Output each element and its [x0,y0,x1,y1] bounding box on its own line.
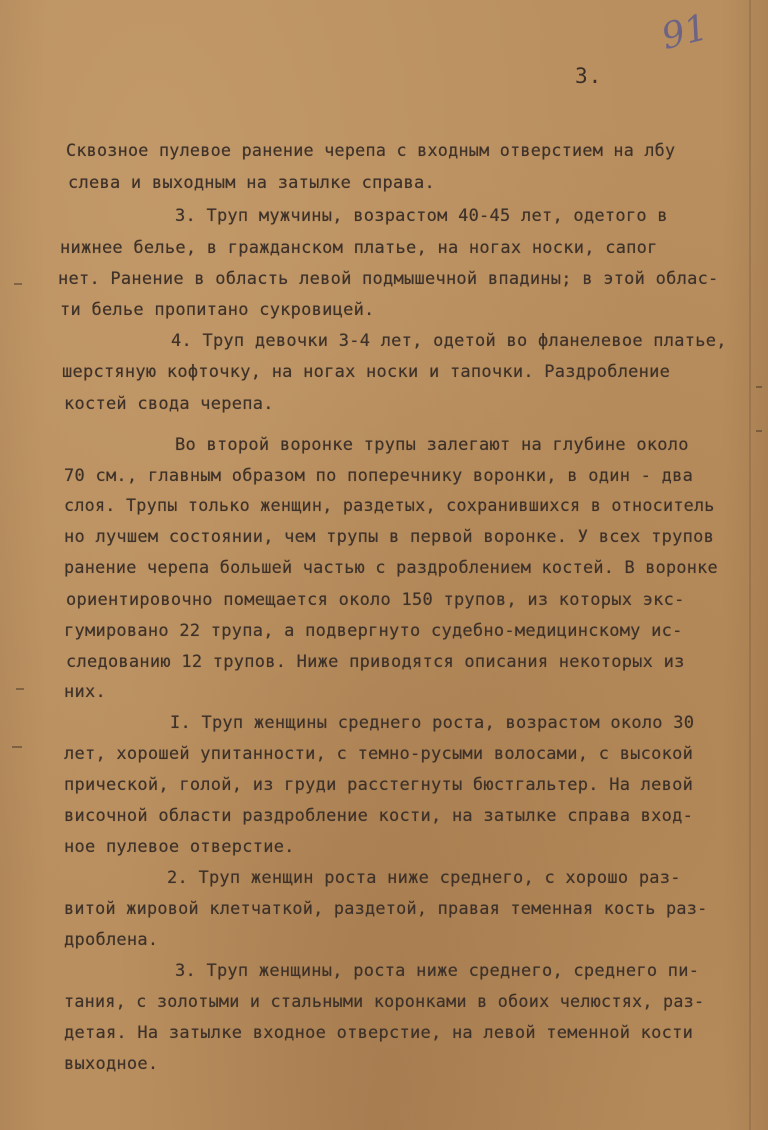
text-line: нет. Ранение в область левой подмышечной впадины; в этой облас- [58,269,719,289]
text-line: костей свода черепа. [64,394,274,414]
text-line: Сквозное пулевое ранение черепа с входным отверстием на лбу [66,141,676,161]
text-line: прической, голой, из груди расстегнуты бюстгальтер. На левой [64,775,694,795]
text-line: витой жировой клетчаткой, раздетой, правая теменная кость раз- [64,899,708,919]
page-edge-shadow [749,0,751,1130]
text-line: ориентировочно помещается около 150 трупов, из которых экс- [66,590,685,610]
text-line: слоя. Трупы только женщин, раздетых, сохранившихся в относитель [64,496,715,516]
text-line: 70 см., главным образом по поперечнику воронки, в один - два [64,466,694,486]
margin-mark [16,688,24,690]
text-line: ное пулевое отверстие. [64,837,295,857]
archive-folio-mark: 91 [657,7,713,58]
text-line: Во второй воронке трупы залегают на глубине около [175,435,689,455]
margin-mark [756,430,762,432]
text-line: 2. Труп женщин роста ниже среднего, с хорошо раз- [167,868,681,888]
text-line: тания, с золотыми и стальными коронками в обоих челюстях, раз- [64,992,705,1012]
text-line: них. [64,682,106,702]
text-line: 3. Труп женщины, роста ниже среднего, среднего пи- [175,961,700,981]
text-line: I. Труп женщины среднего роста, возрастом около 30 [170,713,695,733]
text-line: детая. На затылке входное отверстие, на левой теменной кости [64,1023,694,1043]
text-line: но лучшем состоянии, чем трупы в первой воронке. У всех трупов [64,527,715,547]
text-line: следованию 12 трупов. Ниже приводятся описания некоторых из [66,652,685,672]
margin-mark [756,386,762,388]
text-line: 4. Труп девочки 3-4 лет, одетой во фланелевое платье, [171,331,727,351]
text-line: выходное. [64,1054,159,1074]
margin-mark [12,746,22,748]
text-line: ранение черепа большей частью с раздроблением костей. В воронке [64,558,718,578]
text-line: гумировано 22 трупа, а подвергнуто судебно-медицинскому ис- [64,621,683,641]
margin-mark [14,283,22,285]
text-line: лет, хорошей упитанности, с темно-русыми волосами, с высокой [64,744,694,764]
text-line: слева и выходным на затылке справа. [68,173,435,193]
text-line: нижнее белье, в гражданском платье, на ногах носки, сапог [60,238,658,258]
page-number: 3. [575,64,603,88]
text-line: ти белье пропитано сукровицей. [60,300,375,320]
text-line: височной области раздробление кости, на затылке справа вход- [64,806,694,826]
text-line: шерстяную кофточку, на ногах носки и тапочки. Раздробление [62,362,671,382]
text-line: дроблена. [64,930,159,950]
text-line: 3. Труп мужчины, возрастом 40-45 лет, одетого в [175,206,668,226]
